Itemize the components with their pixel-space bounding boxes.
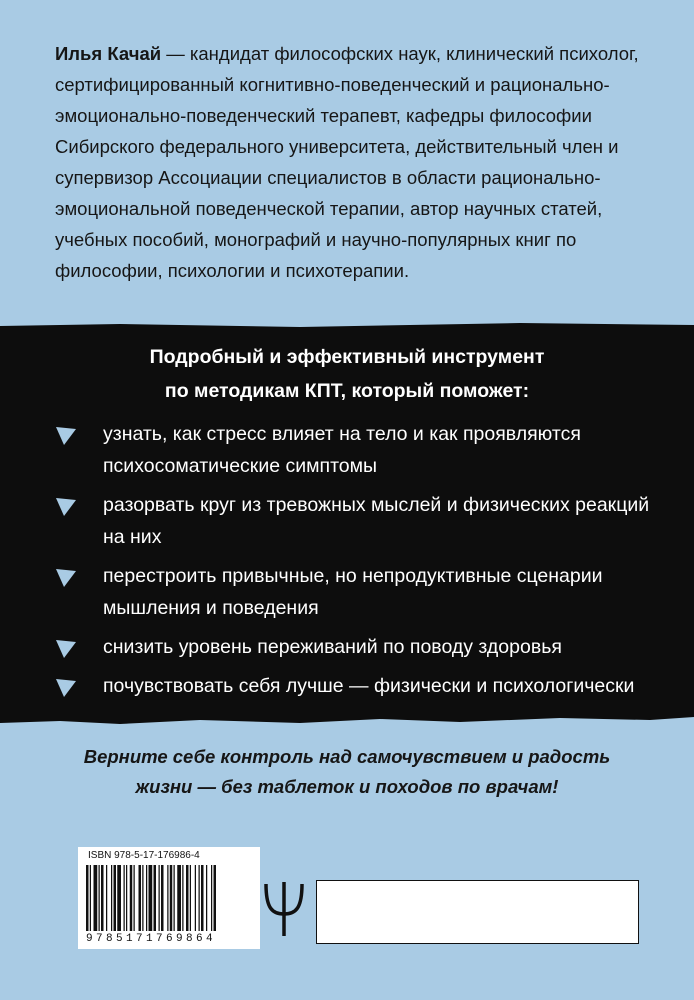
feature-list [55,418,655,709]
list-item-text: разорвать круг из тревожных мыслей и физических реакций на них [103,494,650,548]
blank-label-box [316,880,639,944]
list-item [55,489,655,553]
barcode-bar [190,865,191,931]
barcode-bar [201,865,204,931]
barcode-bar [130,865,133,931]
barcode-bar [90,865,91,931]
tagline-line2: жизни — без таблеток и походов по врачам! [135,776,559,797]
barcode-bar [167,865,168,931]
band-title [0,340,694,408]
list-item [55,560,655,624]
tagline [0,742,694,802]
barcode-bar [195,865,196,931]
barcode-bar [211,865,212,931]
bio-dash: — [161,43,190,64]
author-bio [55,38,655,286]
barcode-bar [149,865,153,931]
list-item-text: снизить уровень переживаний по поводу здоровья [103,636,562,658]
barcode-bar [146,865,147,931]
barcode-bar [117,865,121,931]
barcode-bar [182,865,183,931]
triangle-bullet-icon [55,497,77,517]
barcode-bar [134,865,135,931]
barcode-bar [159,865,160,931]
barcode-bar [199,865,200,931]
barcode-bars [85,865,255,933]
list-item-text: узнать, как стресс влияет на тело и как проявляются психосоматические симптомы [103,423,581,477]
barcode-digits: 9785171769864 [86,933,217,945]
list-item [55,670,655,702]
barcode-bar [111,865,112,931]
isbn-label: ISBN 978-5-17-176986-4 [88,850,200,861]
publisher-logo-icon [262,878,307,938]
list-item-text: почувствовать себя лучше — физически и психологически [103,675,635,697]
tagline-line1: Верните себе контроль над самочувствием и радость [83,746,611,767]
list-item [55,631,655,663]
list-item-text: перестроить привычные, но непродуктивные сценарии мышления и поведения [103,565,603,619]
barcode-bar [114,865,117,931]
barcode-bar [170,865,173,931]
barcode-bar [94,865,98,931]
barcode-bar [177,865,181,931]
barcode-bar [86,865,89,931]
triangle-bullet-icon [55,568,77,588]
triangle-bullet-icon [55,426,77,446]
barcode-bar [174,865,175,931]
barcode-bar [99,865,100,931]
barcode-bar [161,865,164,931]
barcode-bar [124,865,125,931]
band-title-line2: по методикам КПТ, который поможет: [164,380,530,402]
barcode-bar [186,865,189,931]
barcode-bar [214,865,217,931]
barcode-bar [101,865,104,931]
triangle-bullet-icon [55,678,77,698]
barcode-bar [106,865,107,931]
bio-text: кандидат философских наук, клинический психолог, сертифицированный когнитивно-поведенческий и рационально-эмоционально-поведенческий терапевт, кафедры философии Сибирского федерального университета, действительный член и супервизор Ассоциации специалистов в области рационально-эмоциональной поведенческой терапии, автор научных статей, учебных пособий, монографий и научно-популярных книг по философии, психологии и психотерапии. [55,43,639,281]
list-item [55,418,655,482]
triangle-bullet-icon [55,639,77,659]
barcode-bar [154,865,157,931]
barcode-bar [206,865,207,931]
barcode-bar [142,865,143,931]
author-name: Илья Качай [55,43,162,64]
barcode-bar [126,865,127,931]
band-title-line1: Подробный и эффективный инструмент [149,346,545,368]
barcode-bar [139,865,142,931]
